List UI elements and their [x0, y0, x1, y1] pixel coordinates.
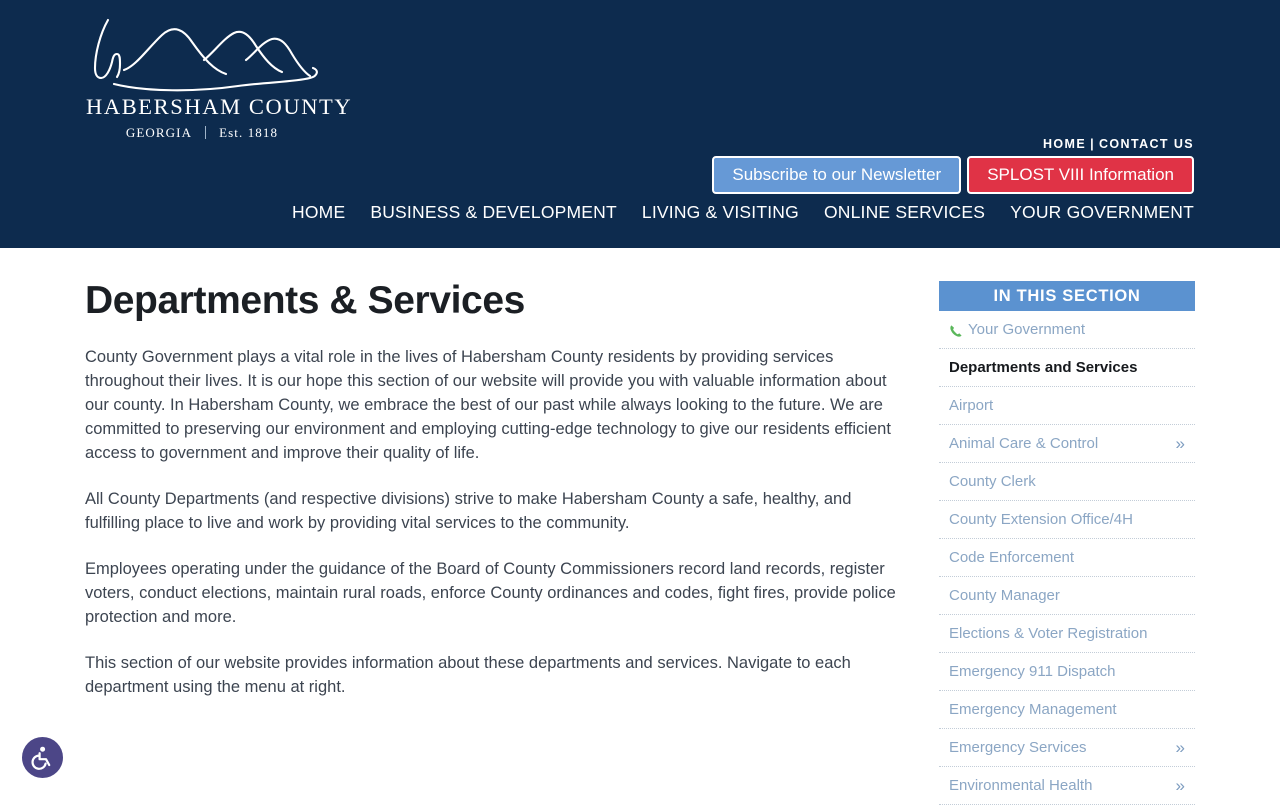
nav-item-your-government[interactable]: YOUR GOVERNMENT [1010, 202, 1194, 222]
logo-subtitle [86, 126, 318, 139]
sidebar-item-label: Emergency Management [949, 701, 1117, 718]
sidebar-item-label: County Extension Office/4H [949, 511, 1133, 528]
sidebar-item[interactable] [939, 425, 1195, 463]
intro-paragraph-3: Employees operating under the guidance of the Board of County Commissioners record land records, register voters, conduct elections, maintain rural roads, enforce County ordinances and codes, fight fires, provide police protection and more. [85, 559, 896, 626]
sidebar-item[interactable] [939, 311, 1195, 349]
sidebar-item-label: Animal Care & Control [949, 435, 1099, 452]
cta-button-row [712, 156, 1194, 194]
chevron-double-right-icon[interactable]: » [1175, 434, 1185, 453]
nav-item-living-visiting[interactable]: LIVING & VISITING [641, 202, 799, 222]
utility-link-separator: | [1090, 137, 1095, 151]
logo-county-name: HABERSHAM COUNTY [86, 94, 353, 119]
nav-item-home[interactable]: HOME [292, 202, 346, 222]
sidebar-item[interactable] [939, 349, 1195, 387]
intro-paragraph-2: All County Departments (and respective divisions) strive to make Habersham County a safe, healthy, and fulfilling place to live and work by providing vital services to the community. [85, 489, 852, 532]
phone-icon [949, 324, 963, 338]
sidebar-item-label: Environmental Health [949, 777, 1093, 794]
sidebar-item[interactable] [939, 577, 1195, 615]
site-logo[interactable] [86, 12, 353, 140]
newsletter-button[interactable]: Subscribe to our Newsletter [712, 156, 961, 194]
sidebar-item[interactable] [939, 691, 1195, 729]
sidebar-list [939, 311, 1195, 805]
sidebar-item-label: County Manager [949, 587, 1060, 604]
sidebar-item[interactable] [939, 539, 1195, 577]
utility-links [1043, 137, 1194, 151]
splost-button[interactable]: SPLOST VIII Information [967, 156, 1194, 194]
sidebar-item[interactable] [939, 653, 1195, 691]
mountain-logo-icon [86, 12, 322, 94]
sidebar-item[interactable] [939, 387, 1195, 425]
intro-paragraph-1: County Government plays a vital role in the lives of Habersham County residents by providing services throughout their lives. It is our hope this section of our website will provide you with valuable information about our county. In Habersham County, we embrace the best of our past while always looking to the future. We are committed to preserving our environment and employing cutting-edge technology to give our residents efficient access to government and improve their quality of life. [85, 347, 891, 462]
sidebar-item[interactable] [939, 463, 1195, 501]
utility-link-contact-us[interactable]: CONTACT US [1098, 137, 1194, 151]
intro-paragraph-4: This section of our website provides information about these departments and services. Navigate to each department using the menu at right. [85, 653, 851, 696]
sidebar-item-label: Your Government [968, 321, 1086, 338]
nav-item-online-services[interactable]: ONLINE SERVICES [823, 202, 986, 222]
site-header [0, 0, 1280, 248]
sidebar-item[interactable] [939, 501, 1195, 539]
primary-navigation [292, 202, 1194, 223]
main-content-column [85, 280, 910, 699]
sidebar-heading: IN THIS SECTION [939, 281, 1195, 311]
page-title: Departments & Services [85, 279, 525, 322]
accessibility-widget-button[interactable] [22, 737, 63, 778]
logo-divider [205, 126, 206, 139]
sidebar-item-label: County Clerk [949, 473, 1036, 490]
sidebar-item-label: Code Enforcement [949, 549, 1075, 566]
sidebar-item-label: Departments and Services [949, 359, 1138, 376]
sidebar-item[interactable] [939, 615, 1195, 653]
nav-item-business-development[interactable]: BUSINESS & DEVELOPMENT [370, 202, 617, 222]
logo-state: GEORGIA [125, 124, 192, 140]
sidebar-item-label: Airport [949, 397, 994, 414]
in-this-section-sidebar [939, 281, 1195, 805]
logo-established: Est. 1818 [219, 124, 279, 140]
chevron-double-right-icon[interactable]: » [1175, 776, 1185, 795]
utility-link-home[interactable]: HOME [1042, 137, 1087, 151]
sidebar-item-label: Elections & Voter Registration [949, 625, 1148, 642]
wheelchair-accessibility-icon [30, 745, 56, 771]
chevron-double-right-icon[interactable]: » [1175, 738, 1185, 757]
logo-wordmark [86, 94, 353, 140]
sidebar-item[interactable] [939, 767, 1195, 805]
sidebar-item-label: Emergency 911 Dispatch [949, 663, 1116, 680]
sidebar-item-label: Emergency Services [949, 739, 1087, 756]
sidebar-item[interactable] [939, 729, 1195, 767]
